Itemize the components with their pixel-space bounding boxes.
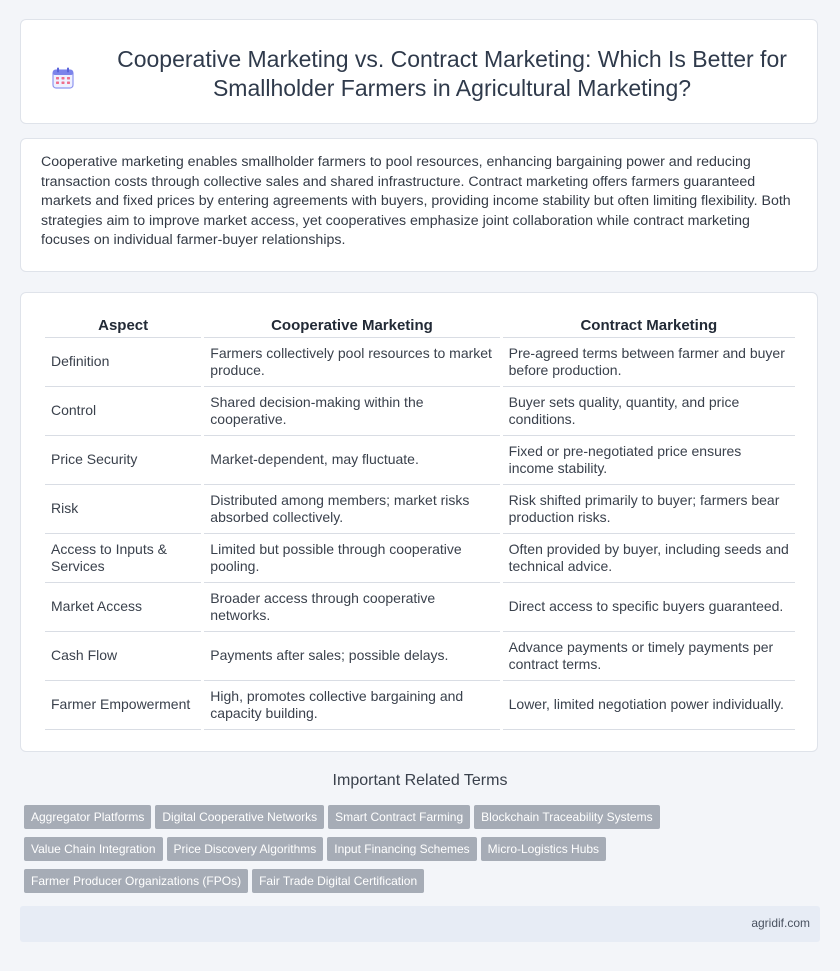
comparison-table	[42, 313, 798, 730]
related-term-tag[interactable]: Aggregator Platforms	[24, 805, 151, 829]
table-cell: Access to Inputs & Services	[45, 534, 201, 583]
table-cell: Fixed or pre-negotiated price ensures income stability.	[503, 436, 795, 485]
table-cell: Pre-agreed terms between farmer and buyer before production.	[503, 338, 795, 387]
header-card	[20, 19, 818, 124]
intro-text: Cooperative marketing enables smallholder farmers to pool resources, enhancing bargaining power and reducing transaction costs through collective sales and shared infrastructure. Contract marketing offers farmers guaranteed markets and fixed prices by entering agreements with buyers, providing income stability but often limiting flexibility. Both strategies aim to improve market access, yet cooperatives emphasize joint collaboration while contract marketing focuses on individual farmer-buyer relationships.	[41, 154, 791, 249]
table-cell: Risk	[45, 485, 201, 534]
table-row	[45, 436, 795, 485]
table-cell: Shared decision-making within the cooperative.	[204, 387, 499, 436]
table-cell: Farmers collectively pool resources to market produce.	[204, 338, 499, 387]
column-header: Aspect	[45, 313, 201, 338]
related-term-tag[interactable]: Price Discovery Algorithms	[167, 837, 324, 861]
table-cell: Limited but possible through cooperative pooling.	[204, 534, 499, 583]
related-term-tag[interactable]: Fair Trade Digital Certification	[252, 869, 424, 893]
table-row	[45, 534, 795, 583]
table-row	[45, 387, 795, 436]
related-term-tag[interactable]: Blockchain Traceability Systems	[474, 805, 659, 829]
table-cell: Market-dependent, may fluctuate.	[204, 436, 499, 485]
footer	[20, 906, 820, 942]
table-cell: Buyer sets quality, quantity, and price conditions.	[503, 387, 795, 436]
table-cell: Definition	[45, 338, 201, 387]
related-term-tag[interactable]: Smart Contract Farming	[328, 805, 470, 829]
table-cell: Farmer Empowerment	[45, 681, 201, 730]
table-row	[45, 485, 795, 534]
column-header: Cooperative Marketing	[204, 313, 499, 338]
table-cell: Broader access through cooperative networks.	[204, 583, 499, 632]
related-term-tag[interactable]: Farmer Producer Organizations (FPOs)	[24, 869, 248, 893]
table-row	[45, 583, 795, 632]
table-cell: Market Access	[45, 583, 201, 632]
related-term-tag[interactable]: Value Chain Integration	[24, 837, 163, 861]
table-row	[45, 681, 795, 730]
related-term-tag[interactable]: Micro-Logistics Hubs	[481, 837, 606, 861]
table-cell: Advance payments or timely payments per contract terms.	[503, 632, 795, 681]
table-cell: Payments after sales; possible delays.	[204, 632, 499, 681]
table-cell: Often provided by buyer, including seeds and technical advice.	[503, 534, 795, 583]
table-cell: Cash Flow	[45, 632, 201, 681]
table-cell: Control	[45, 387, 201, 436]
table-row	[45, 338, 795, 387]
related-terms-title: Important Related Terms	[332, 772, 508, 789]
table-cell: Direct access to specific buyers guaranteed.	[503, 583, 795, 632]
footer-site-link[interactable]: agridif.com	[751, 916, 810, 930]
related-term-tag[interactable]: Input Financing Schemes	[327, 837, 476, 861]
column-header: Contract Marketing	[503, 313, 795, 338]
table-cell: Distributed among members; market risks absorbed collectively.	[204, 485, 499, 534]
intro-card	[20, 138, 818, 272]
related-term-tag[interactable]: Digital Cooperative Networks	[155, 805, 324, 829]
table-cell: Price Security	[45, 436, 201, 485]
table-row	[45, 632, 795, 681]
table-cell: Lower, limited negotiation power individually.	[503, 681, 795, 730]
related-terms-list	[24, 805, 724, 901]
table-cell: High, promotes collective bargaining and capacity building.	[204, 681, 499, 730]
page-title: Cooperative Marketing vs. Contract Marketing: Which Is Better for Smallholder Farmers in Agricultural Marketing?	[117, 46, 787, 101]
comparison-card	[20, 292, 818, 752]
table-cell: Risk shifted primarily to buyer; farmers bear production risks.	[503, 485, 795, 534]
table-header-row	[45, 313, 795, 338]
